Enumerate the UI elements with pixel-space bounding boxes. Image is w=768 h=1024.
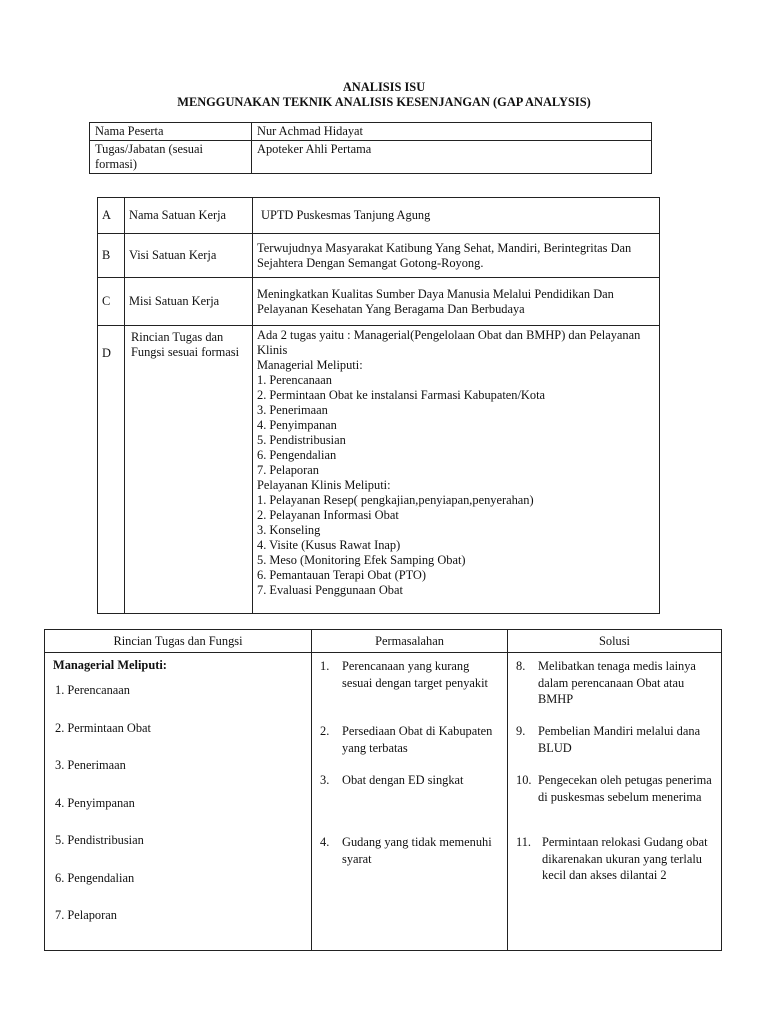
problem-item xyxy=(318,723,501,772)
task-item: 6. Pengendalian xyxy=(55,870,135,885)
problem-number: 4. xyxy=(320,835,330,849)
unit-row-label: Misi Satuan Kerja xyxy=(125,278,253,326)
task-item: 7. Pelaporan xyxy=(55,908,117,922)
duty-line: Ada 2 tugas yaitu : Managerial(Pengelolaan Obat dan BMHP) dan Pelayanan Klinis xyxy=(257,328,641,357)
problem-number: 3. xyxy=(320,773,330,787)
duty-line: 2. Permintaan Obat ke instalansi Farmasi Kabupaten/Kota xyxy=(257,388,546,402)
solution-number: 8. xyxy=(516,659,526,673)
gap-header-problems: Permasalahan xyxy=(312,630,508,653)
participant-position-value: Apoteker Ahli Pertama xyxy=(252,141,652,174)
gap-body-row xyxy=(45,653,722,951)
unit-row-value: UPTD Puskesmas Tanjung Agung xyxy=(253,198,660,234)
solution-text: Pembelian Mandiri melalui dana BLUD xyxy=(538,724,701,755)
unit-row-code: B xyxy=(98,234,125,278)
unit-table xyxy=(97,197,660,614)
unit-row-code: A xyxy=(98,198,125,234)
solutions-cell xyxy=(508,653,722,951)
duty-line: 5. Pendistribusian xyxy=(257,433,346,447)
task-item: 4. Penyimpanan xyxy=(55,795,135,810)
solution-item xyxy=(514,772,719,834)
unit-row-label: Rincian Tugas dan Fungsi sesuai formasi xyxy=(125,326,253,614)
solution-number: 11. xyxy=(516,835,532,849)
participant-position-row xyxy=(90,141,652,174)
solution-text: Permintaan relokasi Gudang obat dikarenakan ukuran yang terlalu kecil dan akses dilantai 2 xyxy=(542,835,708,882)
task-item: 1. Perencanaan xyxy=(55,683,130,697)
participant-name-value: Nur Achmad Hidayat xyxy=(252,123,652,141)
unit-row-label: Nama Satuan Kerja xyxy=(125,198,253,234)
task-item: 5. Pendistribusian xyxy=(55,833,144,847)
solutions-list xyxy=(514,658,719,884)
participant-name-label: Nama Peserta xyxy=(90,123,252,141)
duties-list xyxy=(257,328,655,598)
unit-row-d xyxy=(98,326,660,614)
participant-position-label: Tugas/Jabatan (sesuai formasi) xyxy=(90,141,252,174)
unit-row-code: C xyxy=(98,278,125,326)
unit-row-c xyxy=(98,278,660,326)
gap-header-row xyxy=(45,630,722,653)
solution-number: 10. xyxy=(516,773,532,787)
tasks-list xyxy=(53,683,305,946)
duties-cell xyxy=(253,326,660,614)
gap-header-solutions: Solusi xyxy=(508,630,722,653)
participant-name-row xyxy=(90,123,652,141)
duty-line: 3. Konseling xyxy=(257,523,321,537)
duty-line: Pelayanan Klinis Meliputi: xyxy=(257,478,391,492)
problems-list xyxy=(318,658,501,867)
problem-text: Persediaan Obat di Kabupaten yang terbatas xyxy=(342,724,493,755)
duty-line: 6. Pemantauan Terapi Obat (PTO) xyxy=(257,568,427,582)
unit-row-value: Meningkatkan Kualitas Sumber Daya Manusia Melalui Pendidikan Dan Pelayanan Kesehatan Yang Beragama Dan Berbudaya xyxy=(253,278,660,326)
task-item: 2. Permintaan Obat xyxy=(55,720,152,735)
problem-item xyxy=(318,772,501,834)
solution-item xyxy=(514,834,719,884)
duty-line: 7. Pelaporan xyxy=(257,463,319,477)
problem-text: Perencanaan yang kurang sesuai dengan target penyakit xyxy=(342,659,489,690)
problem-number: 2. xyxy=(320,724,330,738)
gap-analysis-table xyxy=(44,629,722,951)
duty-line: 6. Pengendalian xyxy=(257,448,337,462)
solution-text: Pengecekan oleh petugas penerima di puskesmas sebelum menerima xyxy=(538,773,712,804)
duty-line: 2. Pelayanan Informasi Obat xyxy=(257,508,399,522)
unit-row-a xyxy=(98,198,660,234)
problem-text: Gudang yang tidak memenuhi syarat xyxy=(342,835,492,866)
unit-row-code: D xyxy=(98,326,125,614)
participant-table xyxy=(89,122,652,174)
duty-line: 1. Perencanaan xyxy=(257,373,332,387)
unit-row-b xyxy=(98,234,660,278)
tasks-title: Managerial Meliputi: xyxy=(53,658,167,672)
duty-line: 1. Pelayanan Resep( pengkajian,penyiapan,penyerahan) xyxy=(257,493,534,507)
document-subtitle: MENGGUNAKAN TEKNIK ANALISIS KESENJANGAN (GAP ANALYSIS) xyxy=(177,95,591,109)
unit-row-value: Terwujudnya Masyarakat Katibung Yang Sehat, Mandiri, Berintegritas Dan Sejahtera Dengan Semangat Gotong-Royong. xyxy=(253,234,660,278)
solution-text: Melibatkan tenaga medis lainya dalam perencanaan Obat atau BMHP xyxy=(538,659,696,706)
problem-text: Obat dengan ED singkat xyxy=(342,773,464,787)
problem-number: 1. xyxy=(320,659,330,673)
problems-cell xyxy=(312,653,508,951)
task-item: 3. Penerimaan xyxy=(55,758,126,772)
document-title: ANALISIS ISU xyxy=(342,80,426,94)
solution-item xyxy=(514,723,719,772)
tasks-cell xyxy=(45,653,312,951)
duty-line: 3. Penerimaan xyxy=(257,403,328,417)
gap-header-tasks: Rincian Tugas dan Fungsi xyxy=(45,630,312,653)
duty-line: 7. Evaluasi Penggunaan Obat xyxy=(257,583,403,597)
problem-item xyxy=(318,834,501,867)
duty-line: 4. Visite (Kusus Rawat Inap) xyxy=(257,538,401,552)
solution-item xyxy=(514,658,719,723)
duty-line: Managerial Meliputi: xyxy=(257,358,363,372)
duty-line: 4. Penyimpanan xyxy=(257,418,337,432)
problem-item xyxy=(318,658,501,723)
duty-line: 5. Meso (Monitoring Efek Samping Obat) xyxy=(257,553,466,567)
solution-number: 9. xyxy=(516,724,526,738)
unit-row-label: Visi Satuan Kerja xyxy=(125,234,253,278)
